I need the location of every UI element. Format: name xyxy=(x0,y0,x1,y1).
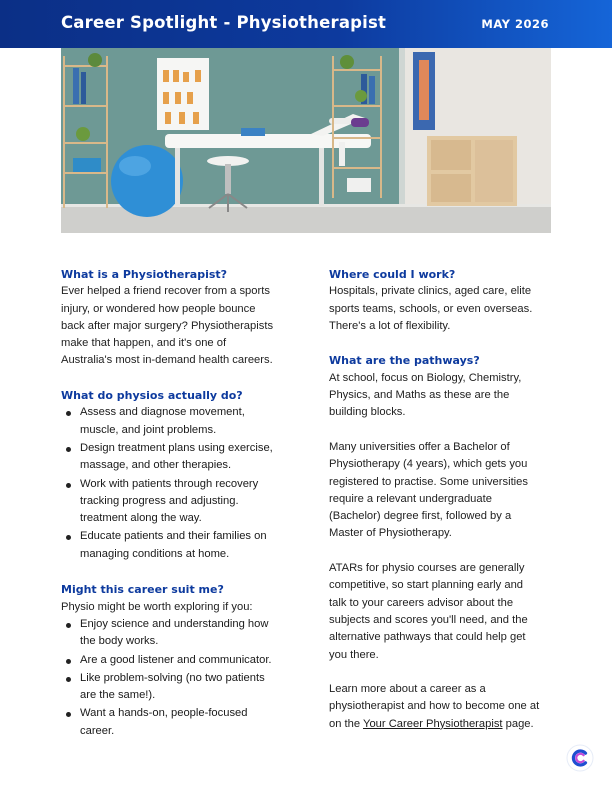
what-is-paragraph: Ever helped a friend recover from a sports injury, or wondered how people bounce back after major surgery? Physiotherapists make that happen, and it's one of Australia's most in-demand health careers. xyxy=(61,285,274,367)
bullet-icon xyxy=(66,659,71,664)
issue-date: MAY 2026 xyxy=(481,17,549,31)
list-item: Want a hands-on, people-focused career. xyxy=(61,705,289,740)
section-heading-what-do: What do physios actually do? xyxy=(61,389,243,403)
section-heading-what-is: What is a Physiotherapist? xyxy=(61,268,228,281)
bullet-icon xyxy=(66,411,71,416)
bullet-icon xyxy=(66,677,71,682)
where-work-paragraph: Hospitals, private clinics, aged care, elite sports teams, schools, or even overseas. There's a lot of flexibility. xyxy=(329,285,533,332)
list-item: Assess and diagnose movement, muscle, and joint problems. xyxy=(61,404,289,439)
section-heading-suit-me: Might this career suit me? xyxy=(61,583,224,597)
page-header xyxy=(0,0,612,48)
bullet-icon xyxy=(66,535,71,540)
physio-clinic-room-image xyxy=(61,48,551,233)
list-item: Like problem-solving (no two patients are the same!). xyxy=(61,670,289,705)
your-career-physiotherapist-link[interactable]: Your Career Physiotherapist xyxy=(363,717,503,730)
pathways-paragraph-university: Many universities offer a Bachelor of Physiotherapy (4 years), which gets you registered to practise. Some universities require a relevant undergraduate (Bachelor) degree first, followed by a Master of Physiotherapy. xyxy=(329,440,528,540)
bullet-icon xyxy=(66,623,71,628)
pathways-paragraph-atar: ATARs for physio courses are generally competitive, so start planning early and talk to your careers advisor about the subjects and scores you'll need, and the alternative pathways that could help get you there. xyxy=(329,562,528,661)
brand-c-logo-icon xyxy=(566,744,594,772)
suit-list xyxy=(61,616,289,740)
bullet-icon xyxy=(66,483,71,488)
list-item: Design treatment plans using exercise, massage, and other therapies. xyxy=(61,440,289,475)
section-heading-where-work: Where could I work? xyxy=(329,268,456,281)
section-heading-pathways: What are the pathways? xyxy=(329,354,480,368)
learn-more-paragraph: Learn more about a career as a physiotherapist and how to become one at on the Your Career Physiotherapist page. xyxy=(329,683,540,730)
bullet-icon xyxy=(66,712,71,717)
suit-me-intro: Physio might be worth exploring if you: xyxy=(61,600,253,613)
list-item: Educate patients and their families on managing conditions at home. xyxy=(61,528,289,563)
pathways-paragraph-school: At school, focus on Biology, Chemistry, Physics, and Maths as these are the building blocks. xyxy=(329,371,522,419)
page-title: Career Spotlight - Physiotherapist xyxy=(61,13,387,32)
right-column xyxy=(329,266,551,733)
list-item: Work with patients through recovery tracking progress and adjusting. treatment along the way. xyxy=(61,476,289,528)
list-item: Enjoy science and understanding how the body works. xyxy=(61,616,289,651)
bullet-icon xyxy=(66,447,71,452)
list-item: Are a good listener and communicator. xyxy=(61,652,289,669)
left-column xyxy=(61,266,289,741)
duties-list xyxy=(61,404,289,563)
